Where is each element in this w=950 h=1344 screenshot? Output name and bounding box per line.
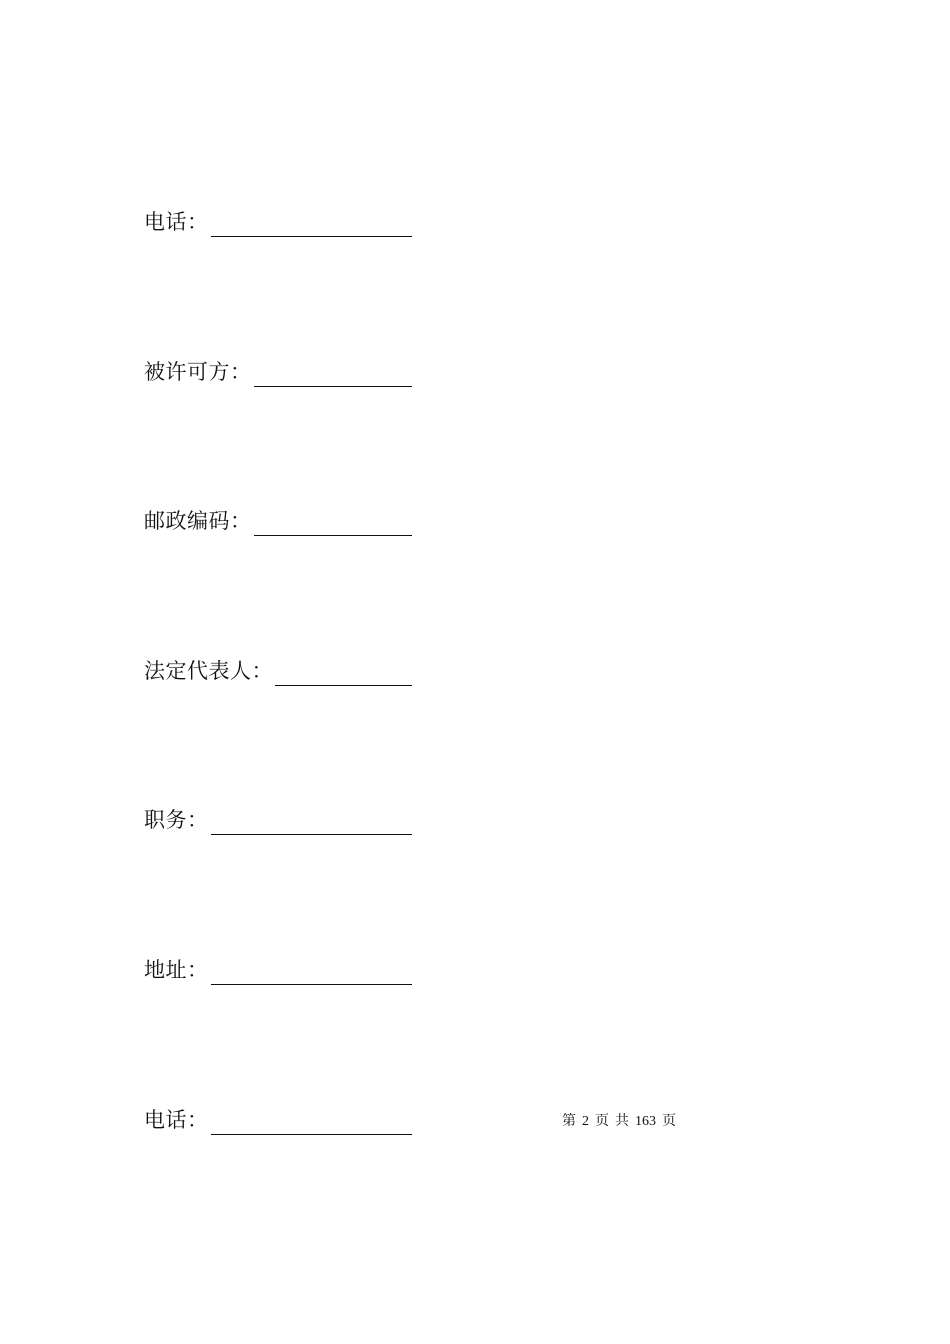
- phone-field: [144, 203, 412, 237]
- phone-field-second: [144, 1101, 412, 1135]
- licensee-blank-line: [254, 366, 413, 387]
- phone-label-second: 电话：: [144, 1108, 209, 1132]
- position-blank-line: [211, 814, 413, 835]
- footer-suffix: 页: [662, 1114, 676, 1129]
- position-field: [144, 801, 412, 835]
- phone-label: 电话：: [144, 210, 209, 234]
- footer-page-word: 页: [595, 1114, 609, 1129]
- licensee-label: 被许可方：: [144, 360, 252, 384]
- phone-blank-line: [211, 216, 413, 237]
- legal-representative-blank-line: [275, 665, 412, 686]
- postal-code-field: [144, 502, 412, 536]
- legal-representative-field: [144, 652, 412, 686]
- footer-total-pages: 163: [635, 1114, 656, 1129]
- legal-representative-label: 法定代表人：: [144, 659, 273, 683]
- page-number-footer: [562, 1112, 676, 1132]
- postal-code-label: 邮政编码：: [144, 509, 252, 533]
- postal-code-blank-line: [254, 515, 413, 536]
- licensee-field: [144, 353, 412, 387]
- address-label: 地址：: [144, 958, 209, 982]
- phone-blank-line-second: [211, 1114, 413, 1135]
- footer-current-page: 2: [582, 1114, 589, 1129]
- position-label: 职务：: [144, 808, 209, 832]
- address-blank-line: [211, 964, 413, 985]
- footer-total-word: 共: [615, 1114, 629, 1129]
- footer-prefix: 第: [562, 1114, 576, 1129]
- address-field: [144, 951, 412, 985]
